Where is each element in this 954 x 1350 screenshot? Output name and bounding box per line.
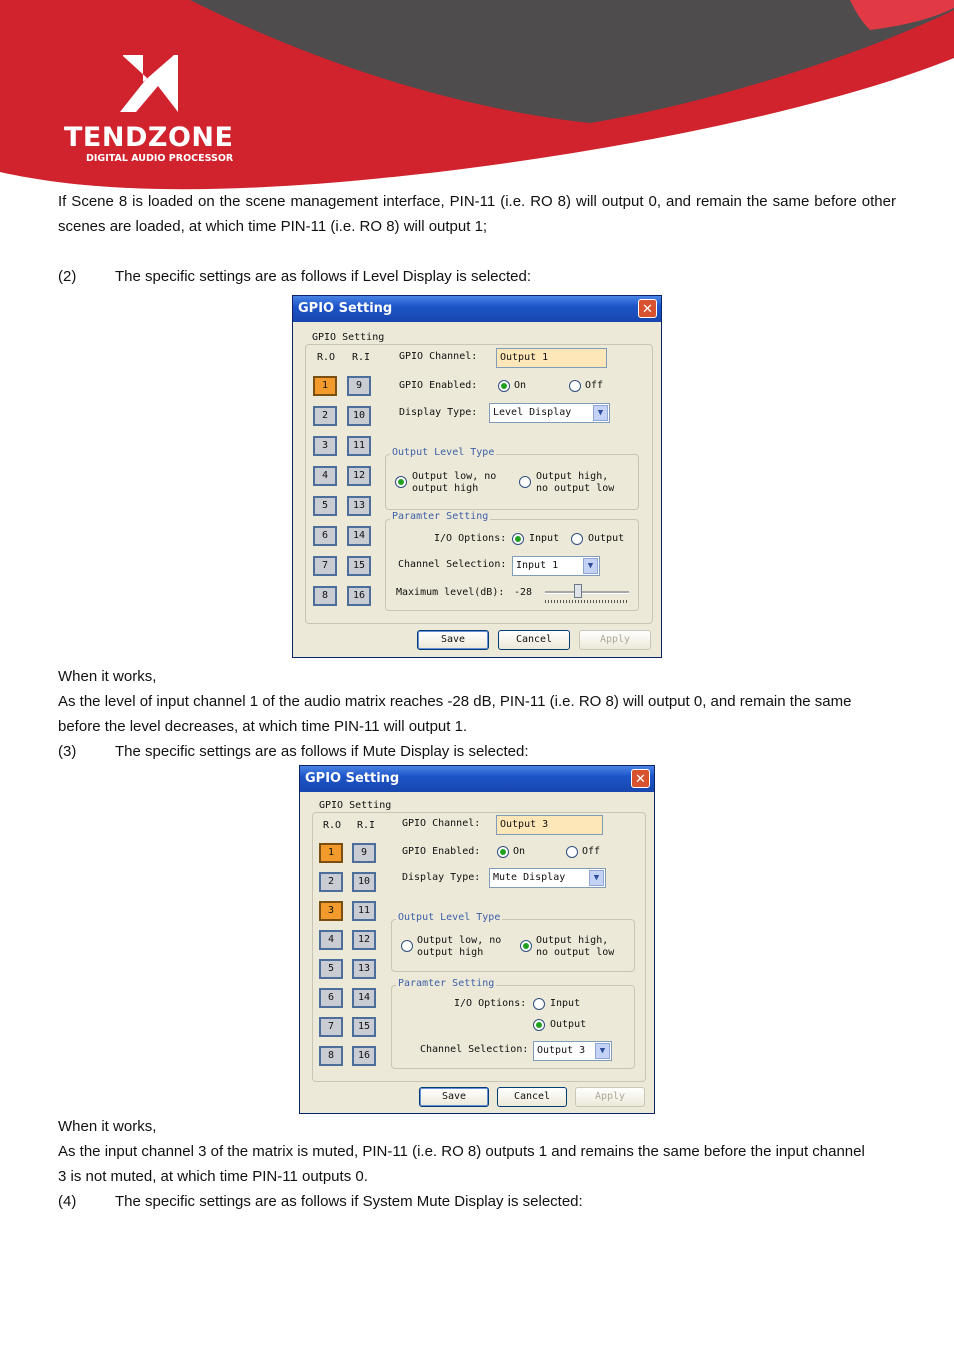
enabled-off-label: Off (585, 380, 604, 391)
channel-selection-label: Channel Selection: (420, 1044, 529, 1055)
step-text: The specific settings are as follows if System Mute Display is selected: (115, 1193, 583, 1210)
ro-button[interactable]: 7 (319, 1017, 343, 1037)
display-type-label: Display Type: (399, 407, 478, 418)
io-options-label: I/O Options: (454, 998, 527, 1009)
ro-button[interactable]: 7 (313, 556, 337, 576)
enabled-off-radio[interactable] (569, 380, 581, 392)
enabled-on-radio[interactable] (497, 846, 509, 858)
close-icon[interactable]: ✕ (631, 769, 650, 788)
gpio-channel-label: GPIO Channel: (402, 818, 481, 829)
output-high-line2: no output low (536, 947, 615, 958)
gpio-channel-label: GPIO Channel: (399, 351, 478, 362)
ri-button[interactable]: 12 (352, 930, 376, 950)
output-high-line1: Output high, (536, 471, 609, 482)
ro-button[interactable]: 4 (319, 930, 343, 950)
gpio-dialog-mute (299, 765, 655, 1114)
output-low-radio[interactable] (401, 940, 413, 952)
gpio-dialog-level (292, 295, 662, 658)
cancel-button[interactable]: Cancel (497, 1087, 567, 1107)
gpio-channel-field[interactable]: Output 3 (496, 815, 603, 835)
output-level-type-label: Output Level Type (392, 447, 495, 458)
output-high-radio[interactable] (520, 940, 532, 952)
ri-button[interactable]: 11 (347, 436, 371, 456)
ro-button[interactable]: 2 (319, 872, 343, 892)
max-level-value[interactable]: -28 (511, 584, 539, 604)
works-text: As the level of input channel 1 of the audio matrix reaches -28 dB, PIN-11 (i.e. RO 8) will output 0, and remain the same (58, 693, 852, 710)
step-number: (4) (58, 1193, 77, 1210)
io-output-label: Output (588, 533, 625, 544)
apply-button[interactable]: Apply (575, 1087, 645, 1107)
slider-ticks (545, 600, 629, 603)
channel-selection-select[interactable] (533, 1041, 612, 1061)
ro-button[interactable]: 3 (313, 436, 337, 456)
works-text: As the input channel 3 of the matrix is muted, PIN-11 (i.e. RO 8) outputs 1 and remains the same before the input channel (58, 1143, 865, 1160)
parameter-setting-label: Paramter Setting (398, 978, 495, 989)
chevron-down-icon[interactable]: ▼ (583, 558, 598, 574)
ro-button[interactable]: 1 (319, 843, 343, 863)
step-number: (2) (58, 268, 77, 285)
io-input-radio[interactable] (512, 533, 524, 545)
chevron-down-icon[interactable]: ▼ (595, 1043, 610, 1059)
display-type-value: Level Display (493, 407, 572, 418)
display-type-value: Mute Display (493, 872, 566, 883)
enabled-on-label: On (513, 846, 526, 857)
output-low-line2: output high (417, 947, 484, 958)
channel-selection-value: Input 1 (516, 560, 559, 571)
ro-button[interactable]: 5 (313, 496, 337, 516)
works-heading: When it works, (58, 1118, 157, 1135)
enabled-on-radio[interactable] (498, 380, 510, 392)
close-icon[interactable]: ✕ (638, 299, 657, 318)
gpio-enabled-label: GPIO Enabled: (399, 380, 478, 391)
col-ro-label: R.O (317, 352, 336, 363)
io-input-label: Input (529, 533, 560, 544)
enabled-off-radio[interactable] (566, 846, 578, 858)
output-high-radio[interactable] (519, 476, 531, 488)
io-options-label: I/O Options: (434, 533, 507, 544)
display-type-select[interactable] (489, 403, 610, 423)
save-button[interactable]: Save (417, 630, 489, 650)
slider-track (545, 591, 629, 594)
channel-selection-select[interactable] (512, 556, 600, 576)
ro-button[interactable]: 2 (313, 406, 337, 426)
ro-button[interactable]: 5 (319, 959, 343, 979)
apply-button[interactable]: Apply (579, 630, 651, 650)
ri-button[interactable]: 15 (347, 556, 371, 576)
ro-button[interactable]: 8 (313, 586, 337, 606)
ri-button[interactable]: 10 (347, 406, 371, 426)
col-ri-label: R.I (357, 820, 376, 831)
save-button[interactable]: Save (419, 1087, 489, 1107)
dialog-title: GPIO Setting (305, 771, 400, 786)
group-label: GPIO Setting (319, 800, 392, 811)
ro-button[interactable]: 1 (313, 376, 337, 396)
io-input-label: Input (550, 998, 581, 1009)
gpio-enabled-label: GPIO Enabled: (402, 846, 481, 857)
ri-button[interactable]: 15 (352, 1017, 376, 1037)
output-low-line1: Output low, no (417, 935, 502, 946)
ri-button[interactable]: 16 (352, 1046, 376, 1066)
display-type-select[interactable] (489, 868, 606, 888)
display-type-label: Display Type: (402, 872, 481, 883)
channel-selection-label: Channel Selection: (398, 559, 507, 570)
output-level-type-group (385, 454, 639, 510)
works-text: before the level decreases, at which time PIN-11 will output 1. (58, 718, 468, 735)
title-bar (300, 766, 654, 792)
brand-tagline: DIGITAL AUDIO PROCESSOR (86, 153, 234, 164)
ro-button[interactable]: 8 (319, 1046, 343, 1066)
step-text: The specific settings are as follows if Mute Display is selected: (115, 743, 529, 760)
ri-button[interactable]: 14 (347, 526, 371, 546)
group-label: GPIO Setting (312, 332, 385, 343)
parameter-setting-label: Paramter Setting (392, 511, 489, 522)
ri-button[interactable]: 12 (347, 466, 371, 486)
ro-button[interactable]: 4 (313, 466, 337, 486)
output-low-line2: output high (412, 483, 479, 494)
ri-button[interactable]: 16 (347, 586, 371, 606)
chevron-down-icon[interactable]: ▼ (593, 405, 608, 421)
ri-button[interactable]: 9 (347, 376, 371, 396)
max-level-label: Maximum level(dB): (396, 587, 505, 598)
works-heading: When it works, (58, 668, 157, 685)
io-input-radio[interactable] (533, 998, 545, 1010)
header-banner (0, 0, 954, 195)
ri-button[interactable]: 13 (352, 959, 376, 979)
ro-button[interactable]: 6 (313, 526, 337, 546)
col-ri-label: R.I (352, 352, 371, 363)
ri-button[interactable]: 9 (352, 843, 376, 863)
ri-button[interactable]: 10 (352, 872, 376, 892)
slider-thumb[interactable] (574, 584, 582, 598)
cancel-button[interactable]: Cancel (498, 630, 570, 650)
brand-name: TENDZONE (64, 122, 234, 153)
title-bar (293, 296, 661, 322)
output-level-type-label: Output Level Type (398, 912, 501, 923)
output-low-line1: Output low, no (412, 471, 497, 482)
output-high-line1: Output high, (536, 935, 609, 946)
output-high-line2: no output low (536, 483, 615, 494)
col-ro-label: R.O (323, 820, 342, 831)
ri-button[interactable]: 13 (347, 496, 371, 516)
io-output-label: Output (550, 1019, 587, 1030)
step-number: (3) (58, 743, 77, 760)
io-output-radio[interactable] (533, 1019, 545, 1031)
io-output-radio[interactable] (571, 533, 583, 545)
enabled-off-label: Off (582, 846, 601, 857)
dialog-title: GPIO Setting (298, 301, 393, 316)
ro-button[interactable]: 3 (319, 901, 343, 921)
ri-button[interactable]: 14 (352, 988, 376, 1008)
gpio-channel-field[interactable]: Output 1 (496, 348, 607, 368)
channel-selection-value: Output 3 (537, 1045, 586, 1056)
chevron-down-icon[interactable]: ▼ (589, 870, 604, 886)
output-low-radio[interactable] (395, 476, 407, 488)
intro-paragraph: If Scene 8 is loaded on the scene management interface, PIN-11 (i.e. RO 8) will output 0, and remain the same before other scenes are loaded, at which time PIN-11 (i.e. RO 8) will output 1; (58, 193, 896, 235)
ri-button[interactable]: 11 (352, 901, 376, 921)
enabled-on-label: On (514, 380, 527, 391)
works-text: 3 is not muted, at which time PIN-11 outputs 0. (58, 1168, 368, 1185)
step-text: The specific settings are as follows if Level Display is selected: (115, 268, 532, 285)
ro-button[interactable]: 6 (319, 988, 343, 1008)
max-level-slider[interactable] (545, 584, 629, 604)
